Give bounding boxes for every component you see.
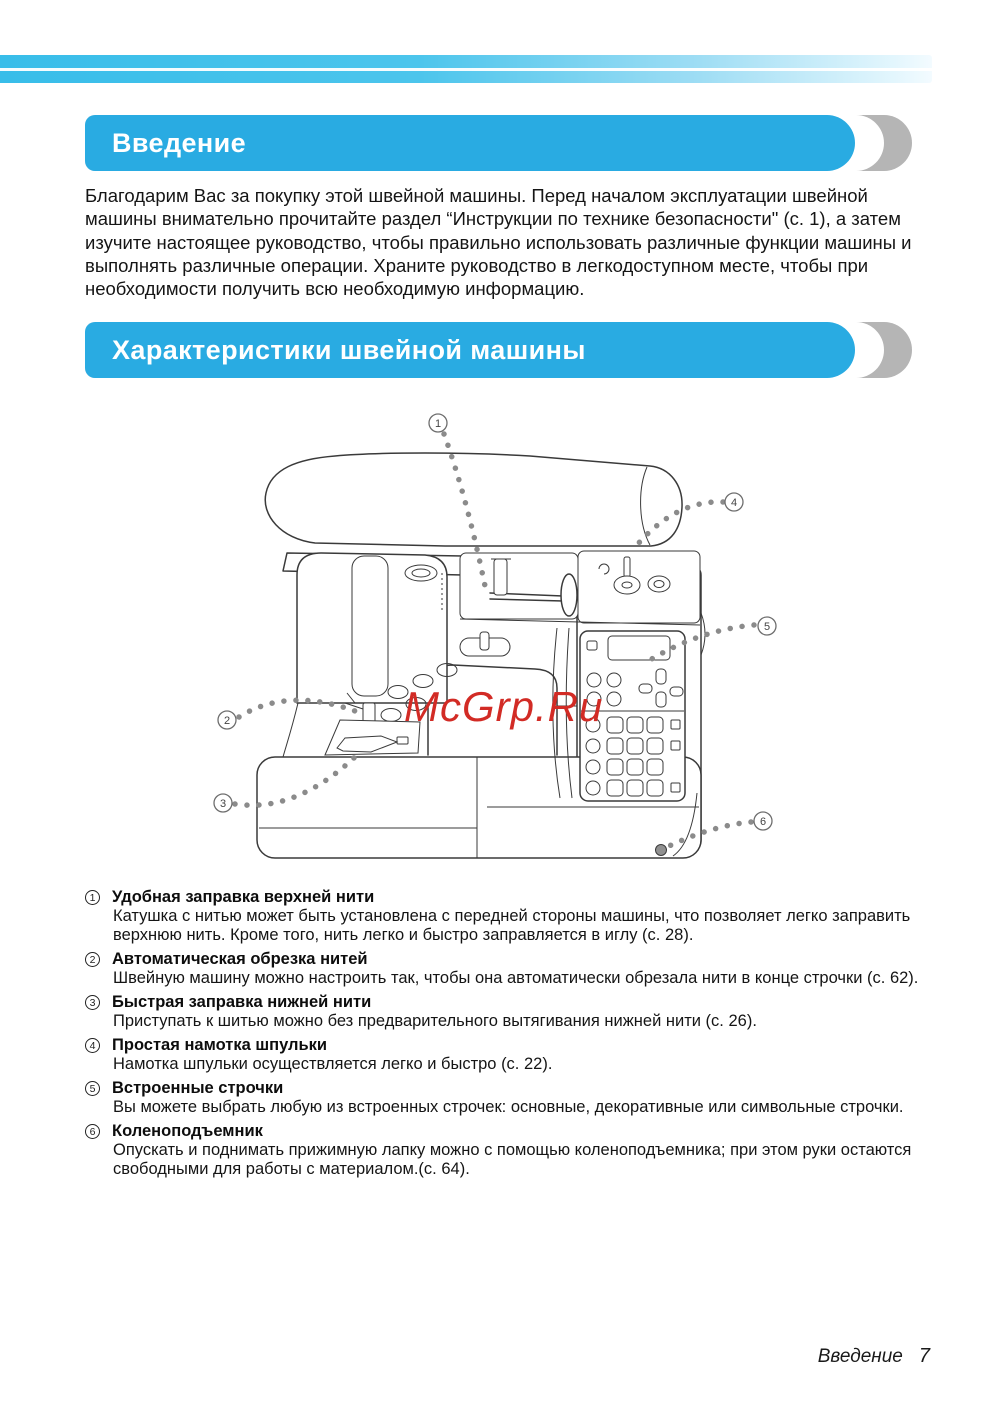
item-number-badge: 6 bbox=[85, 1124, 100, 1139]
callout-2 bbox=[218, 711, 236, 729]
feature-title: Простая намотка шпульки bbox=[112, 1036, 328, 1054]
features-list bbox=[85, 888, 931, 1184]
list-item bbox=[85, 1036, 931, 1074]
lcd-display bbox=[608, 636, 670, 660]
spool-compartment bbox=[460, 553, 578, 619]
item-number-badge: 3 bbox=[85, 995, 100, 1010]
item-number-badge: 2 bbox=[85, 952, 100, 967]
sewing-machine-diagram bbox=[195, 403, 805, 885]
callout-4 bbox=[725, 493, 743, 511]
intro-paragraph: Благодарим Вас за покупку этой швейной машины. Перед началом эксплуатации швейной машины внимательно прочитайте раздел “Инструкции по технике безопасности" (с. 1), а затем изучите настоящее руководство, чтобы правильно использовать различные функции машины и выполнять различные операции. Храните руководство в легкодоступном месте, чтобы при необходимости получить всю необходимую информацию. bbox=[85, 185, 912, 300]
watermark: McGrp.Ru bbox=[404, 683, 604, 730]
section-title-features: Характеристики швейной машины bbox=[112, 335, 586, 365]
callout-1 bbox=[429, 414, 447, 432]
bobbin-winder-disc bbox=[614, 576, 640, 594]
face-plate bbox=[352, 556, 388, 696]
feature-title: Удобная заправка верхней нити bbox=[112, 888, 375, 906]
feature-description: Опускать и поднимать прижимную лапку можно с помощью коленоподъемника; при этом руки остаются свободными для работы с материалом.(с. 64). bbox=[113, 1141, 912, 1178]
footer-section-label: Введение bbox=[817, 1346, 903, 1367]
speed-slider-knob bbox=[480, 632, 489, 650]
svg-text:6: 6 bbox=[759, 816, 767, 828]
bobbin-winder-pin bbox=[624, 557, 630, 577]
svg-text:1: 1 bbox=[434, 418, 442, 430]
callout-6 bbox=[754, 812, 772, 830]
svg-text:5: 5 bbox=[763, 621, 771, 633]
feature-description: Намотка шпульки осуществляется легко и быстро (с. 22). bbox=[113, 1055, 553, 1073]
list-item bbox=[85, 950, 931, 988]
svg-text:2: 2 bbox=[223, 715, 231, 727]
thread-guide-slot bbox=[405, 565, 437, 581]
svg-text:4: 4 bbox=[730, 497, 738, 509]
feature-title: Автоматическая обрезка нитей bbox=[112, 950, 368, 968]
feature-title: Быстрая заправка нижней нити bbox=[112, 993, 372, 1011]
list-item bbox=[85, 993, 931, 1031]
page-footer bbox=[818, 1345, 930, 1368]
thread-guide-post bbox=[494, 559, 507, 595]
feature-description: Приступать к шитью можно без предварительного вытягивания нижней нити (с. 26). bbox=[113, 1012, 757, 1030]
list-item bbox=[85, 1079, 931, 1117]
top-bar-highlight-line bbox=[0, 68, 932, 71]
item-number-badge: 1 bbox=[85, 890, 100, 905]
item-number-badge: 4 bbox=[85, 1038, 100, 1053]
callout-5 bbox=[758, 617, 776, 635]
callout-3 bbox=[214, 794, 232, 812]
spool-disc bbox=[561, 574, 577, 616]
feature-description: Вы можете выбрать любую из встроенных строчек: основные, декоративные или символьные строчки. bbox=[113, 1098, 904, 1116]
svg-text:3: 3 bbox=[219, 798, 227, 810]
section-title-intro: Введение bbox=[112, 128, 247, 158]
winder-stopper-knob bbox=[648, 576, 670, 592]
feature-description: Швейную машину можно настроить так, чтобы она автоматически обрезала нити в конце строчки (с. 62). bbox=[113, 969, 919, 987]
item-number-badge: 5 bbox=[85, 1081, 100, 1096]
top-cover bbox=[265, 453, 682, 546]
list-item bbox=[85, 1122, 931, 1179]
top-gradient-bar bbox=[0, 55, 932, 83]
feature-description: Катушка с нитью может быть установлена с передней стороны машины, что позволяет легко заправить верхнюю нить. Кроме того, нить легко и быстро заправляется в иглу (с. 28). bbox=[113, 907, 911, 944]
knee-lifter-slot bbox=[656, 845, 667, 856]
feature-title: Коленоподъемник bbox=[112, 1122, 263, 1140]
list-item bbox=[85, 888, 931, 945]
page-number: 7 bbox=[918, 1345, 930, 1367]
feature-title: Встроенные строчки bbox=[112, 1079, 284, 1097]
sewing-machine-drawing bbox=[195, 403, 805, 885]
